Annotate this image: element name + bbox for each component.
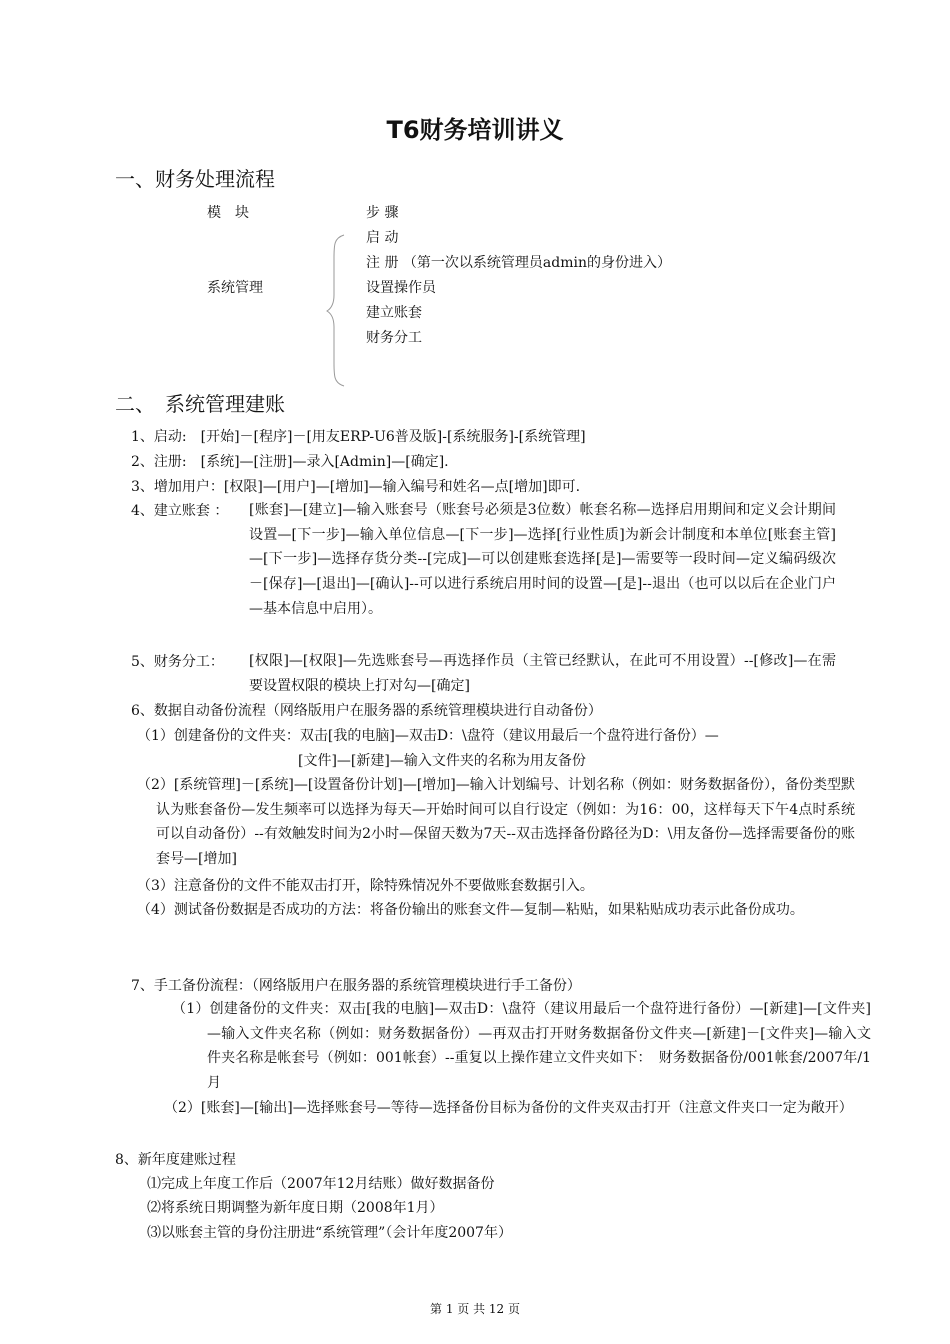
- step-item: 注 册 （第一次以系统管理员admin的身份进入）: [366, 255, 671, 271]
- item-6-2: （2）[系统管理]－[系统]—[设置备份计划]—[增加]—输入计划编号、计划名称（例如：财务数据备份），备份类型默认为账套备份—发生频率可以选择为每天—开始时间可以自行设定（例如：为16：00，这样每天下午4点时系统可以自动备份）--有效触发时间为2小时—保留天数为7天--双击选择备份路径为D：\用友备份—选择需要备份的账套号—[增加]: [137, 777, 855, 868]
- column-header-module: 模 块: [207, 205, 249, 221]
- item-6-title: 6、数据自动备份流程（网络版用户在服务器的系统管理模块进行自动备份）: [131, 703, 602, 719]
- item-4-text: [账套]—[建立]—输入账套号（账套号必须是3位数）帐套名称—选择启用期间和定义会计期间设置—[下一步]—输入单位信息—[下一步]—选择[行业性质]为新会计制度和本单位[账套主管]—[下一步]—选择存货分类--[完成]—可以创建账套选择[是]—需要等一段时间—定义编码级次－[保存]—[退出]—[确认]--可以进行系统启用时间的设置—[是]--退出（也可以以后在企业门户—基本信息中启用）。: [249, 502, 836, 617]
- step-item: 设置操作员: [366, 280, 436, 296]
- step-item: 建立账套: [366, 305, 422, 321]
- item-6-1-line1: （1）创建备份的文件夹：双击[我的电脑]—双击D：\盘符（建议用最后一个盘符进行备份）—: [137, 728, 719, 744]
- item-8-title: 8、新年度建账过程: [115, 1152, 236, 1168]
- item-3: 3、增加用户：[权限]—[用户]—[增加]—输入编号和姓名—点[增加]即可.: [131, 479, 581, 495]
- document-title: T6财务培训讲义: [386, 116, 564, 144]
- item-4-label: 4、建立账套 ：: [131, 503, 229, 519]
- item-5-text: [权限]—[权限]—先选账套号—再选择作员（主管已经默认，在此可不用设置）--[修改]—在需要设置权限的模块上打对勾—[确定]: [249, 653, 836, 694]
- item-2: 2、注册: [系统]—[注册]—录入[Admin]—[确定].: [131, 454, 449, 470]
- brace-icon: [322, 233, 352, 388]
- item-7-1: （1）创建备份的文件夹：双击[我的电脑]—双击D：\盘符（建议用最后一个盘符进行备份）—[新建]—[文件夹]—输入文件夹名称（例如：财务数据备份）—再双击打开财务数据备份文件夹—[新建]－[文件夹]—输入文件夹名称是帐套号（例如：001帐套）--重复以上操作建立文件夹如下： 财务数据备份/001帐套/2007年/1月: [172, 1001, 871, 1092]
- item-6-3: （3）注意备份的文件不能双击打开，除特殊情况外不要做账套数据引入。: [137, 878, 594, 894]
- item-6-4: （4）测试备份数据是否成功的方法：将备份输出的账套文件—复制—粘贴，如果粘贴成功表示此备份成功。: [137, 902, 804, 918]
- item-5-label: 5、财务分工：: [131, 654, 224, 670]
- page-footer: 第 1 页 共 12 页: [430, 1302, 520, 1316]
- item-6-1-line2: [文件]—[新建]—输入文件夹的名称为用友备份: [298, 753, 586, 769]
- item-8-1: ⑴完成上年度工作后（2007年12月结账）做好数据备份: [147, 1176, 495, 1192]
- item-7-2: （2）[账套]—[输出]—选择账套号—等待—选择备份目标为备份的文件夹双击打开（注意文件夹口一定为敞开）: [164, 1100, 853, 1116]
- item-1: 1、启动: [开始]－[程序]－[用友ERP-U6普及版]-[系统服务]-[系统管理]: [131, 429, 586, 445]
- column-header-step: 步 骤: [366, 205, 399, 221]
- section-2-heading: 二、 系统管理建账: [115, 392, 285, 416]
- item-7-title: 7、手工备份流程：（网络版用户在服务器的系统管理模块进行手工备份）: [131, 978, 581, 994]
- section-1-heading: 一、财务处理流程: [115, 167, 275, 191]
- module-name: 系统管理: [207, 280, 263, 296]
- step-item: 财务分工: [366, 330, 422, 346]
- item-8-2: ⑵将系统日期调整为新年度日期（2008年1月）: [147, 1200, 444, 1216]
- step-item: 启 动: [366, 230, 399, 246]
- item-8-3: ⑶以账套主管的身份注册进“系统管理”（会计年度2007年）: [147, 1225, 512, 1241]
